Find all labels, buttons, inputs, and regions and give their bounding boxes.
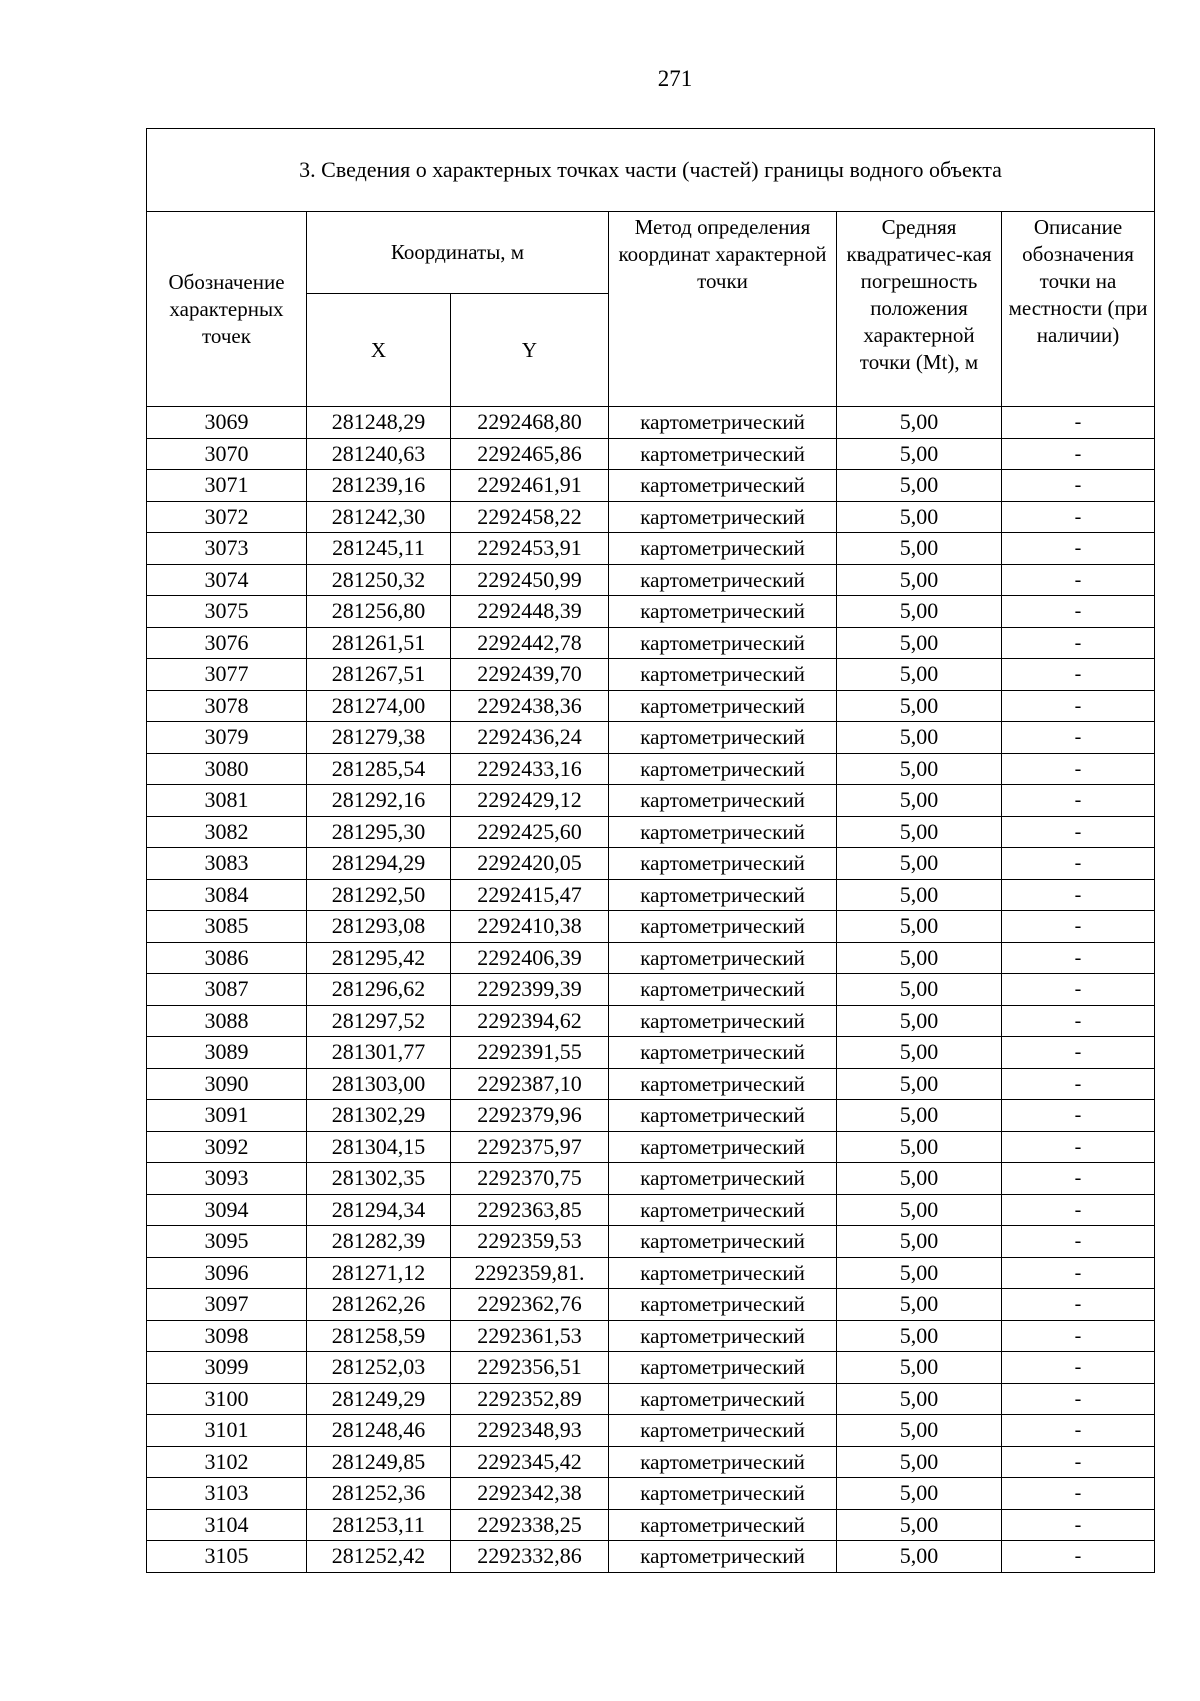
accuracy-cell: 5,00 [837,407,1002,439]
accuracy-cell: 5,00 [837,974,1002,1006]
description-cell: - [1002,1068,1155,1100]
y-coordinate-cell: 2292442,78 [451,627,609,659]
y-coordinate-cell: 2292345,42 [451,1446,609,1478]
accuracy-cell: 5,00 [837,1289,1002,1321]
x-coordinate-cell: 281271,12 [307,1257,451,1289]
x-coordinate-cell: 281302,29 [307,1100,451,1132]
point-id-cell: 3090 [147,1068,307,1100]
y-coordinate-cell: 2292370,75 [451,1163,609,1195]
description-cell: - [1002,1509,1155,1541]
x-coordinate-cell: 281274,00 [307,690,451,722]
accuracy-cell: 5,00 [837,848,1002,880]
point-id-cell: 3105 [147,1541,307,1573]
point-id-cell: 3082 [147,816,307,848]
table-row [147,1541,1155,1573]
x-coordinate-cell: 281279,38 [307,722,451,754]
point-id-cell: 3094 [147,1194,307,1226]
description-cell: - [1002,785,1155,817]
method-cell: картометрический [609,1320,837,1352]
method-cell: картометрический [609,438,837,470]
method-cell: картометрический [609,564,837,596]
method-cell: картометрический [609,1005,837,1037]
accuracy-cell: 5,00 [837,533,1002,565]
description-cell: - [1002,596,1155,628]
table-row [147,1257,1155,1289]
point-id-cell: 3095 [147,1226,307,1258]
accuracy-cell: 5,00 [837,1100,1002,1132]
y-coordinate-cell: 2292356,51 [451,1352,609,1384]
y-coordinate-cell: 2292433,16 [451,753,609,785]
table-row [147,1289,1155,1321]
x-coordinate-cell: 281250,32 [307,564,451,596]
x-coordinate-cell: 281304,15 [307,1131,451,1163]
x-coordinate-cell: 281301,77 [307,1037,451,1069]
y-coordinate-cell: 2292391,55 [451,1037,609,1069]
point-id-cell: 3076 [147,627,307,659]
description-cell: - [1002,1478,1155,1510]
x-coordinate-cell: 281294,29 [307,848,451,880]
method-cell: картометрический [609,659,837,691]
method-cell: картометрический [609,470,837,502]
point-id-cell: 3080 [147,753,307,785]
table-row [147,1037,1155,1069]
x-coordinate-cell: 281261,51 [307,627,451,659]
x-coordinate-cell: 281240,63 [307,438,451,470]
accuracy-cell: 5,00 [837,1320,1002,1352]
table-title: 3. Сведения о характерных точках части (частей) границы водного объекта [147,129,1155,212]
y-coordinate-cell: 2292375,97 [451,1131,609,1163]
table-body [147,407,1155,1573]
x-coordinate-cell: 281252,03 [307,1352,451,1384]
accuracy-cell: 5,00 [837,816,1002,848]
method-cell: картометрический [609,596,837,628]
table-row [147,438,1155,470]
point-id-cell: 3077 [147,659,307,691]
method-cell: картометрический [609,942,837,974]
x-coordinate-cell: 281295,30 [307,816,451,848]
method-cell: картометрический [609,753,837,785]
y-coordinate-cell: 2292461,91 [451,470,609,502]
point-id-cell: 3092 [147,1131,307,1163]
table-row [147,1131,1155,1163]
table-row [147,1446,1155,1478]
boundary-points-table [146,128,1155,1573]
accuracy-cell: 5,00 [837,1446,1002,1478]
point-id-cell: 3097 [147,1289,307,1321]
point-id-cell: 3070 [147,438,307,470]
method-cell: картометрический [609,816,837,848]
description-cell: - [1002,407,1155,439]
y-coordinate-cell: 2292359,53 [451,1226,609,1258]
table-row [147,816,1155,848]
table-row [147,596,1155,628]
x-coordinate-cell: 281303,00 [307,1068,451,1100]
method-cell: картометрический [609,1415,837,1447]
description-cell: - [1002,564,1155,596]
x-coordinate-cell: 281253,11 [307,1509,451,1541]
description-cell: - [1002,1257,1155,1289]
method-cell: картометрический [609,879,837,911]
table-row [147,753,1155,785]
y-coordinate-cell: 2292362,76 [451,1289,609,1321]
point-id-cell: 3101 [147,1415,307,1447]
description-cell: - [1002,1352,1155,1384]
description-cell: - [1002,1383,1155,1415]
header-description: Описание обозначения точки на местности (при наличии) [1002,212,1155,407]
accuracy-cell: 5,00 [837,1226,1002,1258]
y-coordinate-cell: 2292361,53 [451,1320,609,1352]
description-cell: - [1002,1163,1155,1195]
header-coordinates: Координаты, м [307,212,609,294]
table-row [147,1509,1155,1541]
method-cell: картометрический [609,785,837,817]
table-row [147,1320,1155,1352]
y-coordinate-cell: 2292415,47 [451,879,609,911]
x-coordinate-cell: 281262,26 [307,1289,451,1321]
method-cell: картометрический [609,1037,837,1069]
accuracy-cell: 5,00 [837,1037,1002,1069]
point-id-cell: 3079 [147,722,307,754]
y-coordinate-cell: 2292425,60 [451,816,609,848]
y-coordinate-cell: 2292387,10 [451,1068,609,1100]
x-coordinate-cell: 281242,30 [307,501,451,533]
method-cell: картометрический [609,533,837,565]
accuracy-cell: 5,00 [837,470,1002,502]
method-cell: картометрический [609,1352,837,1384]
description-cell: - [1002,753,1155,785]
table-row [147,533,1155,565]
table-row [147,564,1155,596]
point-id-cell: 3103 [147,1478,307,1510]
point-id-cell: 3075 [147,596,307,628]
method-cell: картометрический [609,1289,837,1321]
y-coordinate-cell: 2292448,39 [451,596,609,628]
point-id-cell: 3084 [147,879,307,911]
y-coordinate-cell: 2292458,22 [451,501,609,533]
x-coordinate-cell: 281267,51 [307,659,451,691]
y-coordinate-cell: 2292342,38 [451,1478,609,1510]
point-id-cell: 3096 [147,1257,307,1289]
header-y: Y [451,294,609,407]
table-row [147,785,1155,817]
y-coordinate-cell: 2292429,12 [451,785,609,817]
description-cell: - [1002,879,1155,911]
table-row [147,1005,1155,1037]
method-cell: картометрический [609,974,837,1006]
accuracy-cell: 5,00 [837,564,1002,596]
description-cell: - [1002,1289,1155,1321]
y-coordinate-cell: 2292436,24 [451,722,609,754]
accuracy-cell: 5,00 [837,753,1002,785]
x-coordinate-cell: 281248,29 [307,407,451,439]
table-row [147,1163,1155,1195]
y-coordinate-cell: 2292468,80 [451,407,609,439]
accuracy-cell: 5,00 [837,1415,1002,1447]
table-row [147,1352,1155,1384]
table-row [147,1100,1155,1132]
x-coordinate-cell: 281245,11 [307,533,451,565]
point-id-cell: 3078 [147,690,307,722]
x-coordinate-cell: 281285,54 [307,753,451,785]
method-cell: картометрический [609,1100,837,1132]
y-coordinate-cell: 2292379,96 [451,1100,609,1132]
description-cell: - [1002,1415,1155,1447]
description-cell: - [1002,1005,1155,1037]
table-row [147,911,1155,943]
description-cell: - [1002,659,1155,691]
accuracy-cell: 5,00 [837,1509,1002,1541]
point-id-cell: 3086 [147,942,307,974]
description-cell: - [1002,1446,1155,1478]
header-designation: Обозначение характерных точек [147,212,307,407]
accuracy-cell: 5,00 [837,1194,1002,1226]
point-id-cell: 3091 [147,1100,307,1132]
table-row [147,942,1155,974]
point-id-cell: 3104 [147,1509,307,1541]
table-row [147,690,1155,722]
accuracy-cell: 5,00 [837,596,1002,628]
table-row [147,659,1155,691]
point-id-cell: 3069 [147,407,307,439]
point-id-cell: 3098 [147,1320,307,1352]
table-row [147,879,1155,911]
x-coordinate-cell: 281249,29 [307,1383,451,1415]
accuracy-cell: 5,00 [837,942,1002,974]
table-row [147,1478,1155,1510]
description-cell: - [1002,1541,1155,1573]
accuracy-cell: 5,00 [837,1383,1002,1415]
table-row [147,1383,1155,1415]
y-coordinate-cell: 2292450,99 [451,564,609,596]
x-coordinate-cell: 281296,62 [307,974,451,1006]
y-coordinate-cell: 2292394,62 [451,1005,609,1037]
description-cell: - [1002,438,1155,470]
method-cell: картометрический [609,501,837,533]
y-coordinate-cell: 2292338,25 [451,1509,609,1541]
accuracy-cell: 5,00 [837,627,1002,659]
description-cell: - [1002,1100,1155,1132]
page-number: 271 [657,66,693,91]
x-coordinate-cell: 281258,59 [307,1320,451,1352]
description-cell: - [1002,470,1155,502]
accuracy-cell: 5,00 [837,722,1002,754]
y-coordinate-cell: 2292352,89 [451,1383,609,1415]
point-id-cell: 3074 [147,564,307,596]
table-row [147,1194,1155,1226]
point-id-cell: 3087 [147,974,307,1006]
description-cell: - [1002,1037,1155,1069]
method-cell: картометрический [609,1383,837,1415]
description-cell: - [1002,911,1155,943]
accuracy-cell: 5,00 [837,1257,1002,1289]
point-id-cell: 3089 [147,1037,307,1069]
table-row [147,407,1155,439]
description-cell: - [1002,848,1155,880]
y-coordinate-cell: 2292410,38 [451,911,609,943]
y-coordinate-cell: 2292465,86 [451,438,609,470]
accuracy-cell: 5,00 [837,785,1002,817]
method-cell: картометрический [609,1509,837,1541]
accuracy-cell: 5,00 [837,1068,1002,1100]
x-coordinate-cell: 281252,42 [307,1541,451,1573]
accuracy-cell: 5,00 [837,911,1002,943]
accuracy-cell: 5,00 [837,438,1002,470]
point-id-cell: 3085 [147,911,307,943]
description-cell: - [1002,1226,1155,1258]
y-coordinate-cell: 2292363,85 [451,1194,609,1226]
y-coordinate-cell: 2292348,93 [451,1415,609,1447]
point-id-cell: 3099 [147,1352,307,1384]
accuracy-cell: 5,00 [837,1005,1002,1037]
point-id-cell: 3083 [147,848,307,880]
point-id-cell: 3100 [147,1383,307,1415]
method-cell: картометрический [609,911,837,943]
description-cell: - [1002,974,1155,1006]
header-x: X [307,294,451,407]
x-coordinate-cell: 281256,80 [307,596,451,628]
x-coordinate-cell: 281239,16 [307,470,451,502]
accuracy-cell: 5,00 [837,1163,1002,1195]
point-id-cell: 3102 [147,1446,307,1478]
table-row [147,470,1155,502]
x-coordinate-cell: 281297,52 [307,1005,451,1037]
x-coordinate-cell: 281292,50 [307,879,451,911]
accuracy-cell: 5,00 [837,690,1002,722]
header-method: Метод определения координат характерной точки [609,212,837,407]
method-cell: картометрический [609,1131,837,1163]
method-cell: картометрический [609,627,837,659]
method-cell: картометрический [609,1446,837,1478]
y-coordinate-cell: 2292420,05 [451,848,609,880]
x-coordinate-cell: 281294,34 [307,1194,451,1226]
method-cell: картометрический [609,690,837,722]
x-coordinate-cell: 281292,16 [307,785,451,817]
accuracy-cell: 5,00 [837,1478,1002,1510]
accuracy-cell: 5,00 [837,1131,1002,1163]
method-cell: картометрический [609,1194,837,1226]
y-coordinate-cell: 2292406,39 [451,942,609,974]
x-coordinate-cell: 281252,36 [307,1478,451,1510]
point-id-cell: 3072 [147,501,307,533]
table-row [147,627,1155,659]
method-cell: картометрический [609,1068,837,1100]
x-coordinate-cell: 281302,35 [307,1163,451,1195]
point-id-cell: 3073 [147,533,307,565]
x-coordinate-cell: 281293,08 [307,911,451,943]
y-coordinate-cell: 2292453,91 [451,533,609,565]
x-coordinate-cell: 281295,42 [307,942,451,974]
method-cell: картометрический [609,407,837,439]
description-cell: - [1002,722,1155,754]
description-cell: - [1002,1320,1155,1352]
accuracy-cell: 5,00 [837,1541,1002,1573]
method-cell: картометрический [609,722,837,754]
method-cell: картометрический [609,1541,837,1573]
accuracy-cell: 5,00 [837,501,1002,533]
description-cell: - [1002,501,1155,533]
accuracy-cell: 5,00 [837,659,1002,691]
point-id-cell: 3088 [147,1005,307,1037]
x-coordinate-cell: 281248,46 [307,1415,451,1447]
y-coordinate-cell: 2292438,36 [451,690,609,722]
x-coordinate-cell: 281249,85 [307,1446,451,1478]
point-id-cell: 3093 [147,1163,307,1195]
table-row [147,1226,1155,1258]
description-cell: - [1002,1131,1155,1163]
description-cell: - [1002,627,1155,659]
description-cell: - [1002,690,1155,722]
point-id-cell: 3071 [147,470,307,502]
table-row [147,1068,1155,1100]
table-row [147,848,1155,880]
method-cell: картометрический [609,1163,837,1195]
y-coordinate-cell: 2292359,81. [451,1257,609,1289]
method-cell: картометрический [609,848,837,880]
description-cell: - [1002,1194,1155,1226]
method-cell: картометрический [609,1226,837,1258]
description-cell: - [1002,533,1155,565]
description-cell: - [1002,816,1155,848]
table-header [147,129,1155,407]
accuracy-cell: 5,00 [837,879,1002,911]
method-cell: картометрический [609,1478,837,1510]
y-coordinate-cell: 2292439,70 [451,659,609,691]
table-row [147,974,1155,1006]
accuracy-cell: 5,00 [837,1352,1002,1384]
y-coordinate-cell: 2292332,86 [451,1541,609,1573]
table-row [147,1415,1155,1447]
table-row [147,722,1155,754]
x-coordinate-cell: 281282,39 [307,1226,451,1258]
header-accuracy: Средняя квадратичес-кая погрешность положения характерной точки (Mt), м [837,212,1002,407]
description-cell: - [1002,942,1155,974]
method-cell: картометрический [609,1257,837,1289]
y-coordinate-cell: 2292399,39 [451,974,609,1006]
point-id-cell: 3081 [147,785,307,817]
table-row [147,501,1155,533]
